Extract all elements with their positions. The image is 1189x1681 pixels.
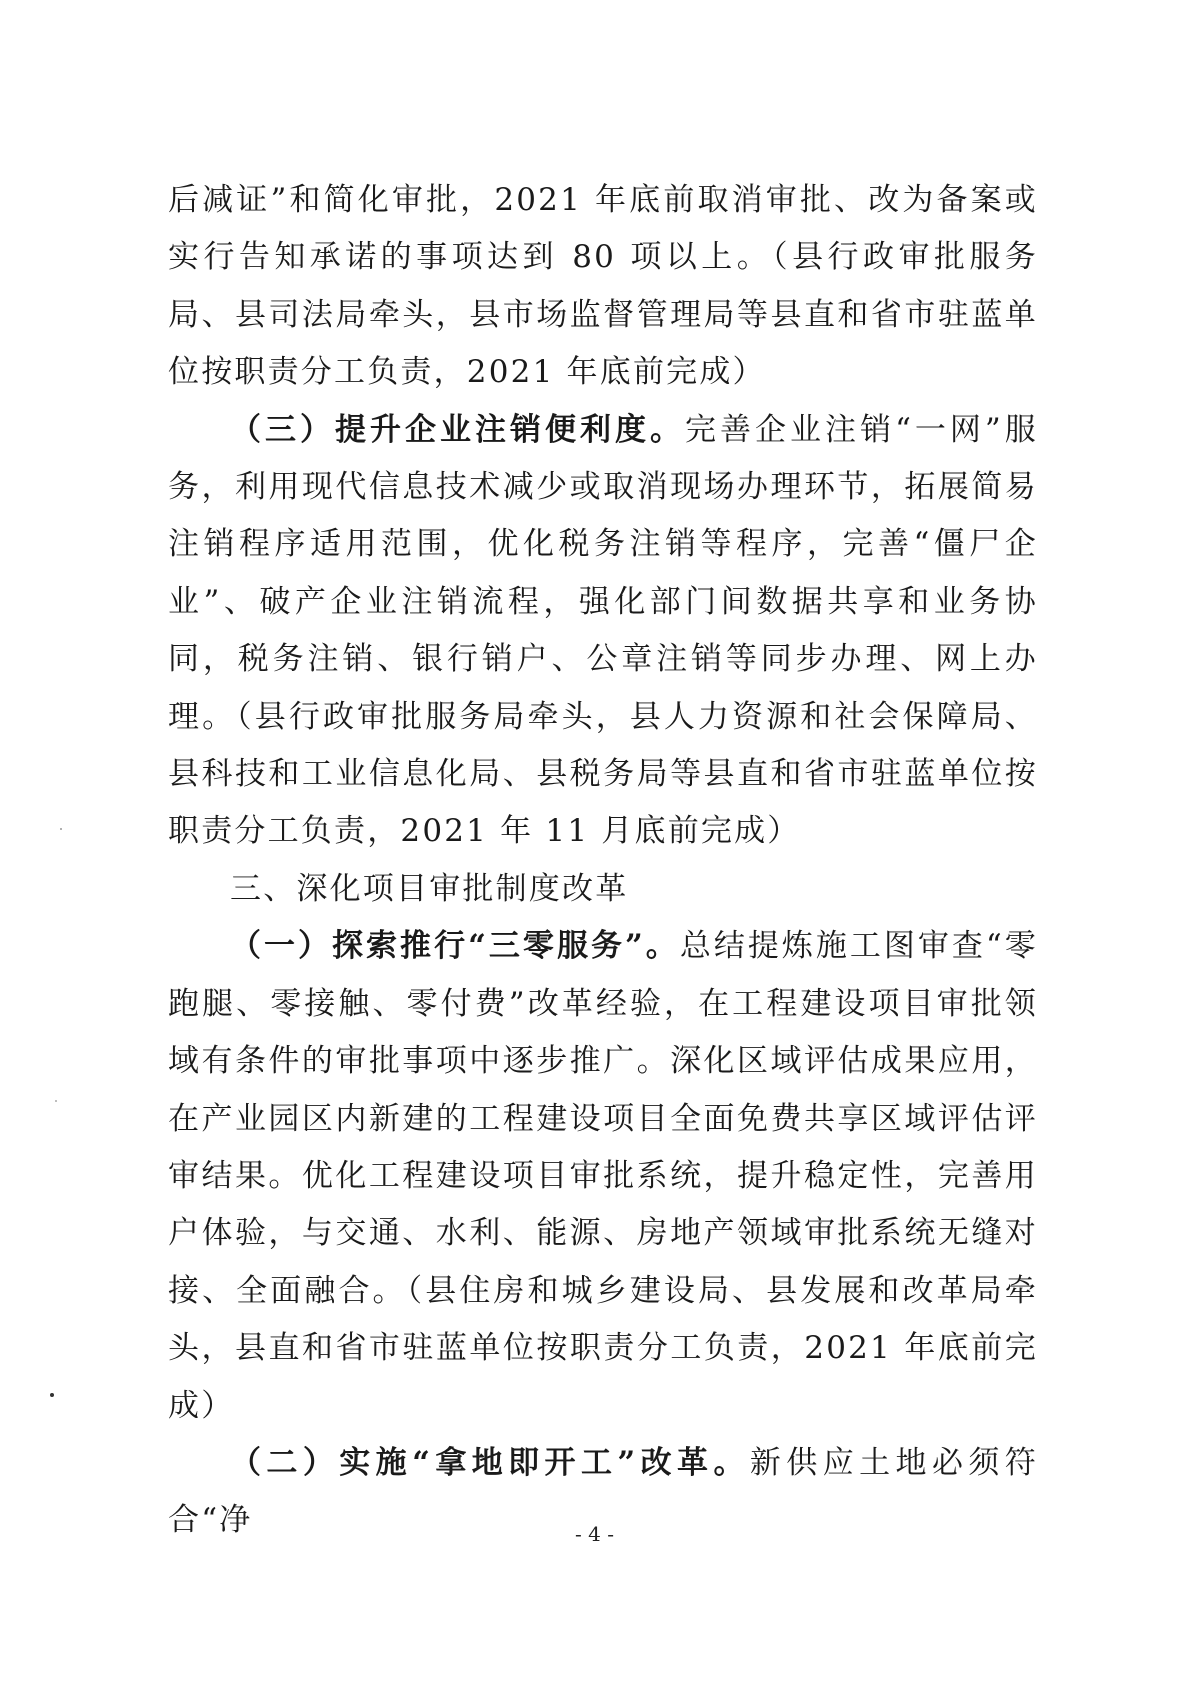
paragraph-text: 总结提炼施工图审查“零跑腿、零接触、零付费”改革经验，在工程建设项目审批领域有条件的审批事项中逐步推广。深化区域评估成果应用，在产业园区内新建的工程建设项目全面免费共享区域评估评审结果。优化工程建设项目审批系统，提升稳定性，完善用户体验，与交通、水利、能源、房地产领域审批系统无缝对接、全面融合。（县住房和城乡建设局、县发展和改革局牵头，县直和省市驻蓝单位按职责分工负责，2021 年底前完成） — [168, 928, 1038, 1424]
page-number: - 4 - — [575, 1522, 614, 1546]
paragraph-text: 后减证”和简化审批，2021 年底前取消审批、改为备案或实行告知承诺的事项达到 80 项以上。（县行政审批服务局、县司法局牵头，县市场监督管理局等县直和省市驻蓝单位按职责分工负责，2021 年底前完成） — [168, 182, 1038, 391]
paragraph-text: 新供应土地必须符合“净 — [168, 1444, 1038, 1539]
paragraph-subsection-1 — [168, 918, 1038, 1435]
scan-speck — [60, 828, 62, 830]
paragraph-text: 完善企业注销“一网”服务，利用现代信息技术减少或取消现场办理环节，拓展简易注销程序适用范围，优化税务注销等程序，完善“僵尸企业”、破产企业注销流程，强化部门间数据共享和业务协同，税务注销、银行销户、公章注销等同步办理、网上办理。（县行政审批服务局牵头，县人力资源和社会保障局、县科技和工业信息化局、县税务局等县直和省市驻蓝单位按职责分工负责，2021 年 11 月底前完成） — [168, 411, 1038, 850]
section-heading: 三、深化项目审批制度改革 — [230, 870, 629, 907]
document-body — [168, 172, 1038, 1550]
paragraph-lead: （三）提升企业注销便利度。 — [230, 411, 686, 448]
scan-speck — [55, 1100, 57, 1102]
scan-speck — [50, 1393, 54, 1397]
paragraph-lead: （二）实施“拿地即开工”改革。 — [230, 1444, 750, 1481]
paragraph-lead: （一）探索推行“三零服务”。 — [230, 928, 680, 965]
paragraph-continuation — [168, 172, 1038, 402]
paragraph-section-3 — [168, 402, 1038, 861]
